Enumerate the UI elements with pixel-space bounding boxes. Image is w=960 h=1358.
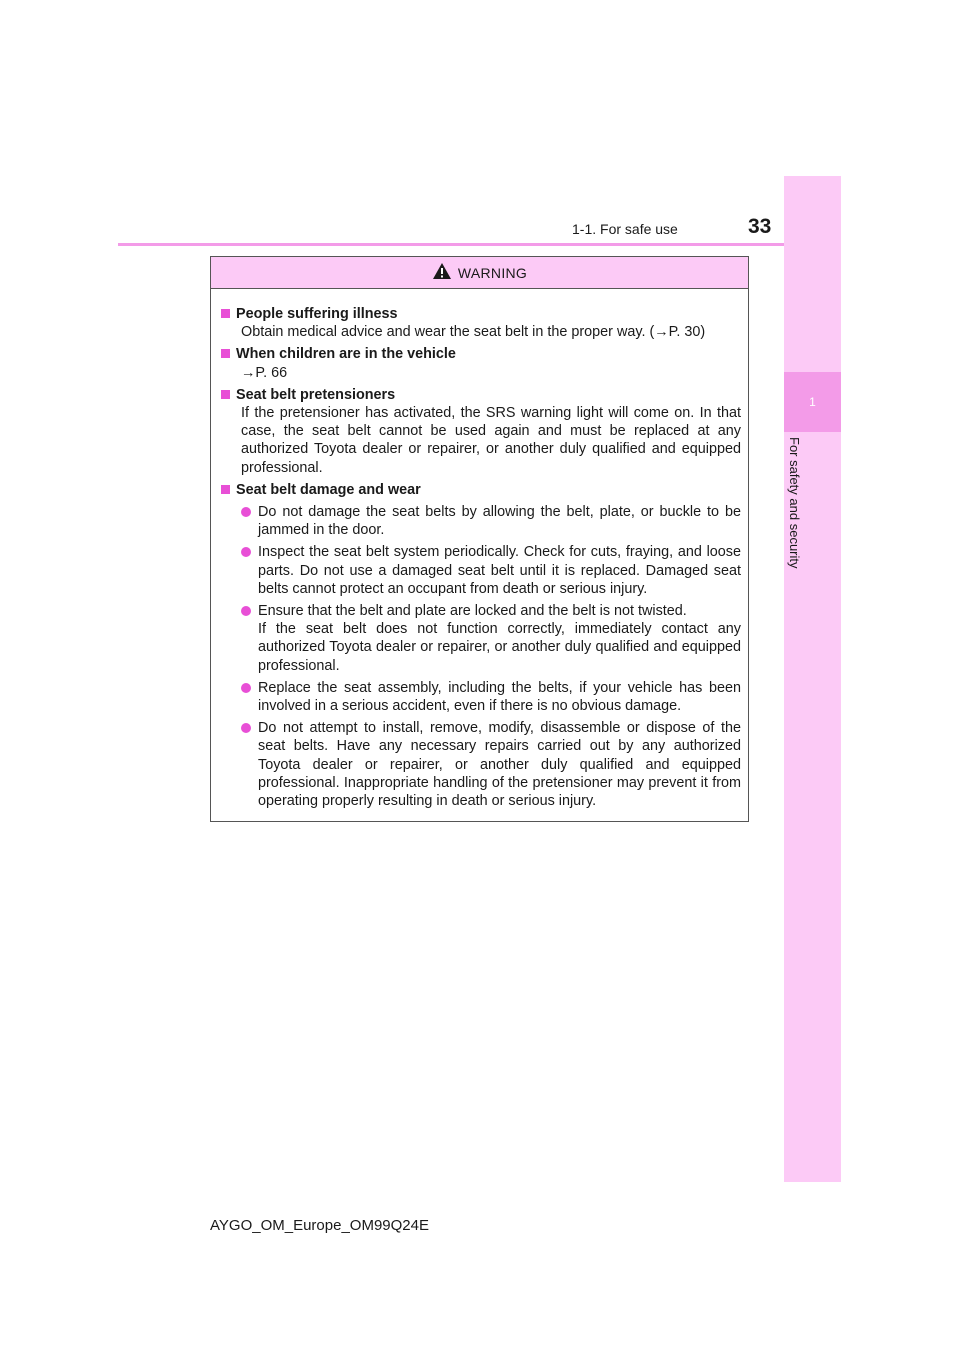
warning-header xyxy=(211,257,748,289)
item-heading-text: People suffering illness xyxy=(236,306,398,322)
chapter-title-wrap xyxy=(786,437,806,597)
circle-bullet-icon xyxy=(241,606,251,616)
item-heading xyxy=(221,386,741,404)
section-title: 1-1. For safe use xyxy=(572,221,678,237)
item-heading-text: Seat belt damage and wear xyxy=(236,481,421,498)
warning-triangle-icon xyxy=(432,262,452,280)
chapter-title: For safety and security xyxy=(787,437,802,569)
header-rule xyxy=(118,243,784,246)
list-item-text xyxy=(258,602,741,675)
list-item-line: If the seat belt does not function correctly, immediately contact any authorized Toyota dealer or repairer, or another duly qualified and equipped professional. xyxy=(258,621,741,674)
warning-box xyxy=(210,256,749,822)
list-item xyxy=(241,602,741,675)
item-heading-text: When children are in the vehicle xyxy=(236,346,456,363)
warning-title: WARNING xyxy=(457,264,528,281)
square-bullet-icon xyxy=(221,309,230,318)
item-heading-text: Seat belt pretensioners xyxy=(236,386,396,403)
list-item xyxy=(241,679,741,715)
chapter-side-tab xyxy=(784,176,841,1182)
circle-bullet-icon xyxy=(241,723,251,733)
item-heading xyxy=(221,305,741,323)
circle-bullet-icon xyxy=(241,507,251,517)
square-bullet-icon xyxy=(221,485,230,494)
circle-bullet-icon xyxy=(241,683,251,693)
list-item xyxy=(241,543,741,598)
item-text: If the pretensioner has activated, the SRS warning light will come on. In that case, the seat belt cannot be used again and must be replaced at any authorized Toyota dealer or repairer, or another duly qualified and equipped professional. xyxy=(241,405,741,476)
page-number: 33 xyxy=(748,215,772,238)
list-item-line: Ensure that the belt and plate are locked and the belt is not twisted. xyxy=(258,603,687,620)
document-id: AYGO_OM_Europe_OM99Q24E xyxy=(210,1217,429,1234)
item-heading xyxy=(221,481,741,499)
page-reference-link[interactable]: →P. 66 xyxy=(241,364,288,381)
item-text: Obtain medical advice and wear the seat belt in the proper way. (→P. 30) xyxy=(241,324,706,341)
chapter-number: 1 xyxy=(809,395,816,409)
list-item xyxy=(241,719,741,810)
list-item-text: Do not damage the seat belts by allowing the belt, plate, or buckle to be jammed in the door. xyxy=(258,504,741,539)
list-item-text: Do not attempt to install, remove, modify, disassemble or dispose of the seat belts. Have any necessary repairs carried out by any authorized Toyota dealer or repairer, or another duly qualified and equipped professional. Inappropriate handling of the pretensioner may prevent it from operating properly resulting in death or serious injury. xyxy=(258,720,741,810)
list-item-text: Replace the seat assembly, including the belts, if your vehicle has been involved in a serious accident, even if there is no obvious damage. xyxy=(258,679,741,715)
item-heading xyxy=(221,345,741,363)
square-bullet-icon xyxy=(221,390,230,399)
warning-body xyxy=(211,289,748,810)
circle-bullet-icon xyxy=(241,547,251,557)
list-item xyxy=(241,503,741,539)
list-item-text: Inspect the seat belt system periodically. Check for cuts, fraying, and loose parts. Do not use a damaged seat belt until it is replaced. Damaged seat belts cannot protect an occupant from death or serious injury. xyxy=(258,544,741,597)
square-bullet-icon xyxy=(221,349,230,358)
